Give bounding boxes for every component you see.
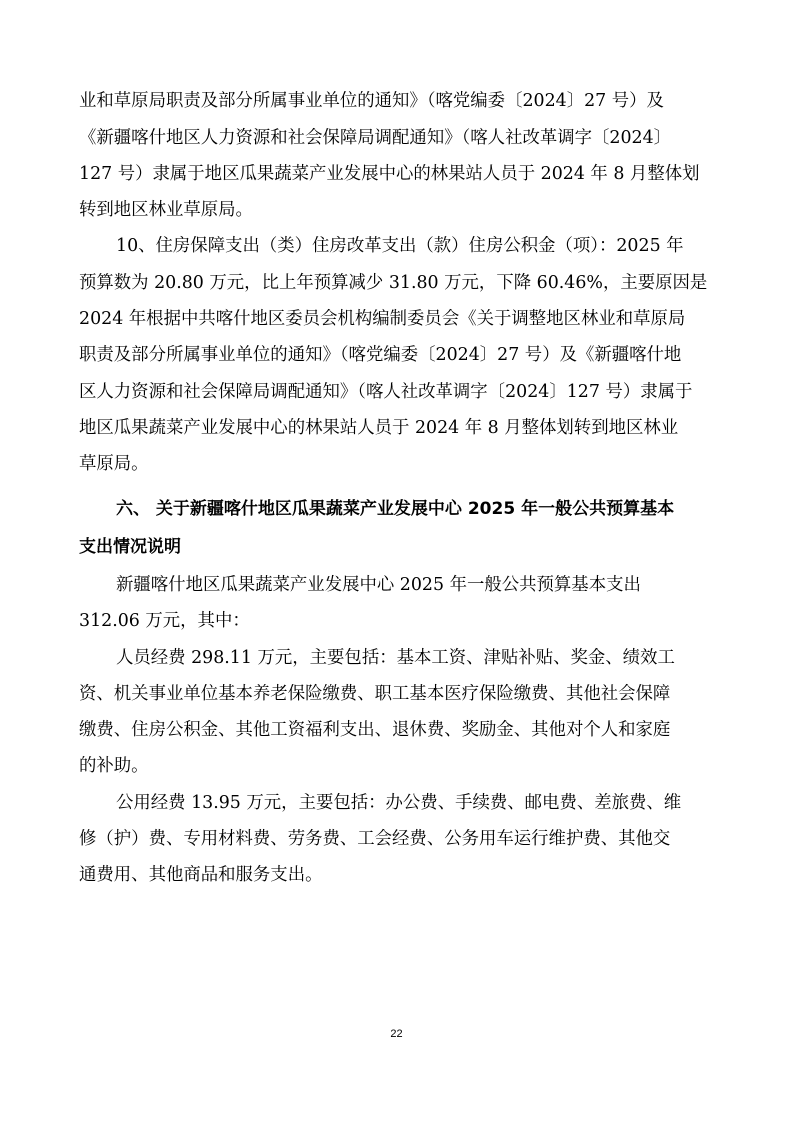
- page-number: 22: [390, 1028, 403, 1040]
- paragraph-line: 业和草原局职责及部分所属事业单位的通知》（喀党编委〔2024〕27 号）及: [79, 91, 664, 111]
- paragraph-line: 的补助。: [79, 756, 149, 776]
- paragraph-line: 区人力资源和社会保障局调配通知》（喀人社改革调字〔2024〕127 号）隶属于: [79, 382, 693, 402]
- paragraph-line: 转到地区林业草原局。: [79, 200, 253, 220]
- paragraph-line: 预算数为 20.80 万元，比上年预算减少 31.80 万元，下降 60.46%，主要原因是: [79, 273, 708, 293]
- paragraph-line: 10、住房保障支出（类）住房改革支出（款）住房公积金（项）：2025 年: [116, 236, 684, 256]
- paragraph-line: 缴费、住房公积金、其他工资福利支出、退休费、奖励金、其他对个人和家庭: [79, 720, 671, 740]
- section-heading: 支出情况说明: [79, 537, 181, 557]
- paragraph-line: 人员经费 298.11 万元，主要包括：基本工资、津贴补贴、奖金、绩效工: [116, 648, 675, 668]
- section-heading: 六、 关于新疆喀什地区瓜果蔬菜产业发展中心 2025 年一般公共预算基本: [116, 499, 675, 519]
- paragraph-line: 地区瓜果蔬菜产业发展中心的林果站人员于 2024 年 8 月整体划转到地区林业: [79, 418, 679, 438]
- paragraph-line: 资、机关事业单位基本养老保险缴费、职工基本医疗保险缴费、其他社会保障: [79, 684, 671, 704]
- paragraph-line: 《新疆喀什地区人力资源和社会保障局调配通知》（喀人社改革调字〔2024〕: [79, 128, 672, 148]
- paragraph-line: 127 号）隶属于地区瓜果蔬菜产业发展中心的林果站人员于 2024 年 8 月整体划: [79, 164, 700, 184]
- paragraph-line: 2024 年根据中共喀什地区委员会机构编制委员会《关于调整地区林业和草原局: [79, 309, 686, 329]
- paragraph-line: 通费用、其他商品和服务支出。: [79, 865, 323, 885]
- paragraph-line: 修（护）费、专用材料费、劳务费、工会经费、公务用车运行维护费、其他交: [79, 829, 671, 849]
- paragraph-line: 职责及部分所属事业单位的通知》（喀党编委〔2024〕27 号）及《新疆喀什地: [79, 345, 682, 365]
- paragraph-line: 草原局。: [79, 454, 149, 474]
- paragraph-line: 312.06 万元，其中：: [79, 611, 250, 631]
- paragraph-line: 公用经费 13.95 万元，主要包括：办公费、手续费、邮电费、差旅费、维: [116, 793, 682, 813]
- paragraph-line: 新疆喀什地区瓜果蔬菜产业发展中心 2025 年一般公共预算基本支出: [116, 575, 641, 595]
